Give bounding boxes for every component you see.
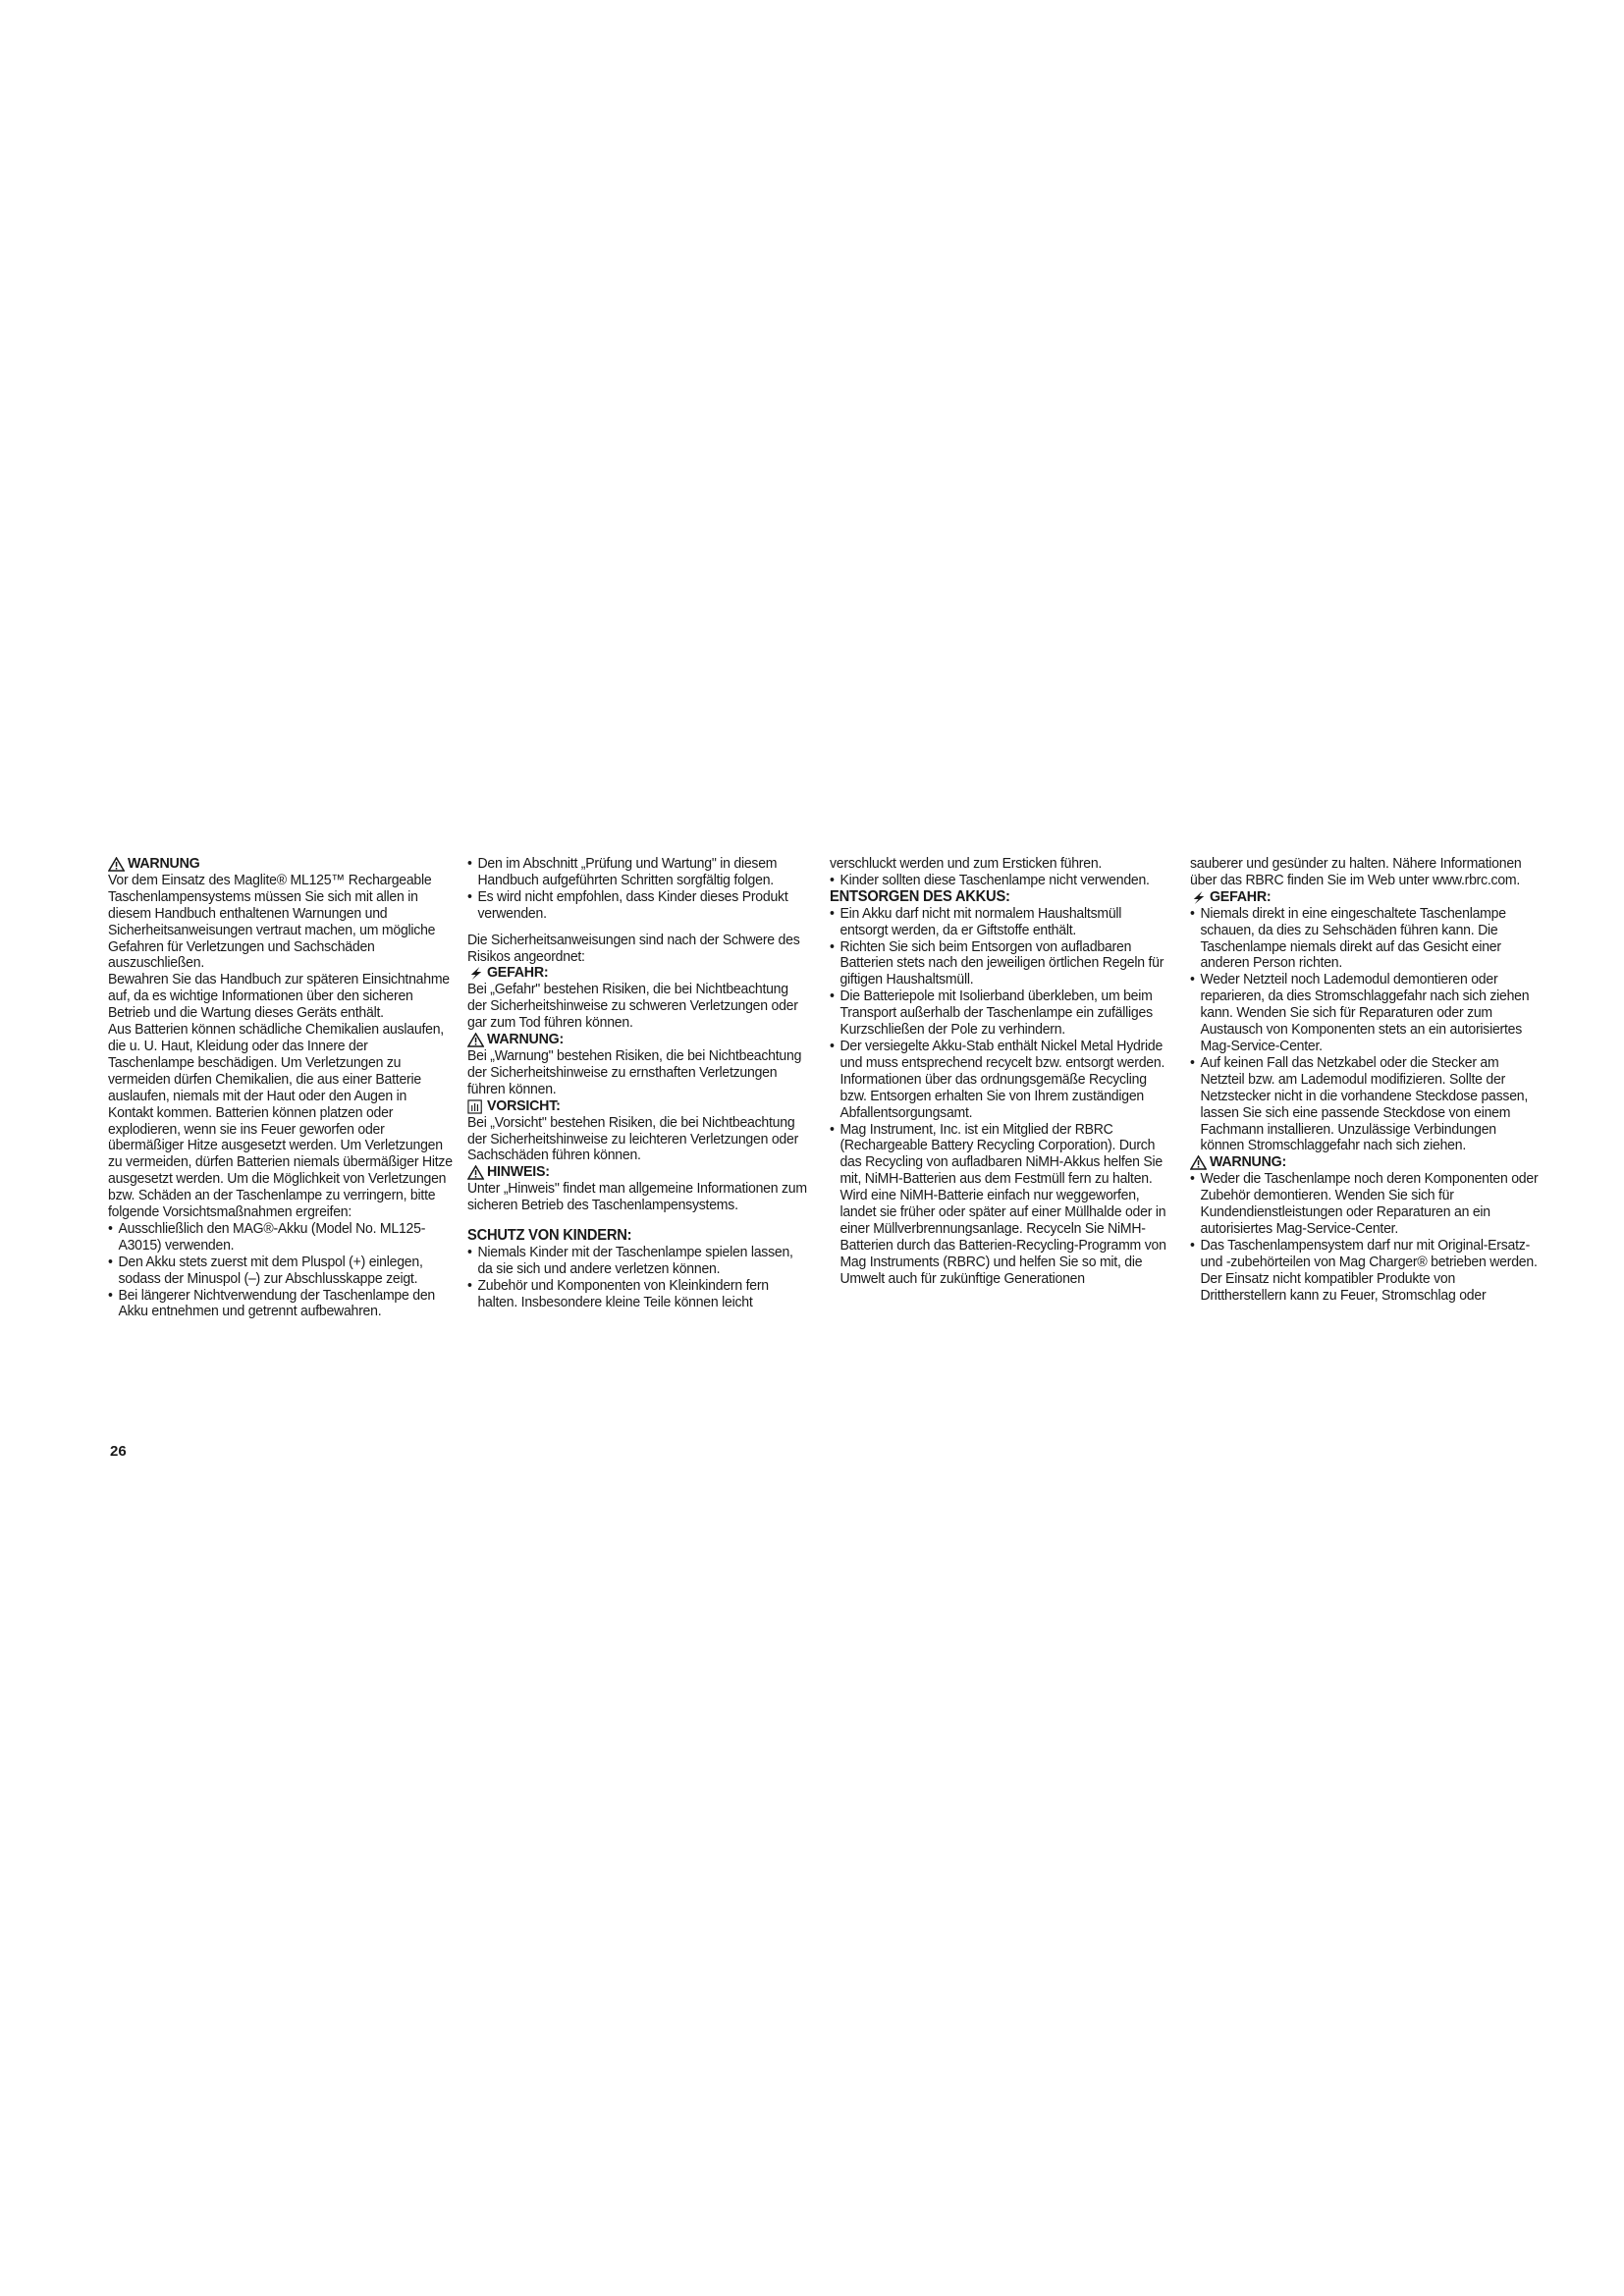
page-number: 26 — [110, 1443, 127, 1460]
schutz-heading: SCHUTZ VON KINDERN: — [467, 1227, 632, 1245]
list-item: • Bei längerer Nichtverwendung der Taschenlampe den Akku entnehmen und getrennt aufbewahren. — [108, 1288, 455, 1321]
child-safety-list — [467, 1245, 809, 1311]
hinweis-text: Unter „Hinweis" findet man allgemeine Informationen zum sicheren Betrieb des Taschenlampensystems. — [467, 1181, 807, 1214]
list-item: • Der versiegelte Akku-Stab enthält Nickel Metal Hydride und muss entsprechend recycelt bzw. entsorgt werden. Informationen über das ordnungsgemäße Recycling bzw. Entsorgen erhalten Sie von Ihrem zuständigen Abfallentsorgungsamt. — [830, 1039, 1173, 1122]
list-item: • Das Taschenlampensystem darf nur mit Original-Ersatz- und -zubehörteilen von Mag Charger® betrieben werden. Der Einsatz nicht kompatibler Produkte von Drittherstellern kann zu Feuer, Stromschlag oder — [1190, 1238, 1541, 1305]
warnung-heading — [1190, 1154, 1541, 1171]
column-3 — [830, 856, 1173, 1288]
continued-text: verschluckt werden und zum Ersticken führen. — [830, 856, 1103, 872]
column-2 — [467, 856, 809, 1311]
list-item: • Die Batteriepole mit Isolierband überkleben, um beim Transport außerhalb der Taschenlampe ein zufälliges Kurzschließen der Pole zu verhindern. — [830, 988, 1173, 1039]
list-item: • Weder Netzteil noch Lademodul demontieren oder reparieren, da dies Stromschlaggefahr nach sich ziehen kann. Wenden Sie sich für Reparaturen oder zum Austausch von Komponenten stets an ein autorisiertes Mag-Service-Center. — [1190, 972, 1541, 1055]
list-item: • Es wird nicht empfohlen, dass Kinder dieses Produkt verwenden. — [467, 889, 809, 923]
keep-manual-paragraph: Bewahren Sie das Handbuch zur späteren Einsichtnahme auf, da es wichtige Informationen über den sicheren Betrieb und die Wartung dieses Geräts enthält. — [108, 972, 450, 1022]
list-item: • Kinder sollten diese Taschenlampe nicht verwenden. — [830, 873, 1173, 889]
list-item: • Weder die Taschenlampe noch deren Komponenten oder Zubehör demontieren. Wenden Sie sich für Kundendienstleistungen oder Reparaturen an ein autorisiertes Mag-Service-Center. — [1190, 1171, 1541, 1238]
warning-list — [1190, 1171, 1541, 1304]
hand-caution-icon — [467, 1099, 484, 1114]
vorsicht-heading-label: VORSICHT: — [486, 1096, 561, 1114]
gefahr-heading — [1190, 889, 1541, 906]
warnung-intro-paragraph: Vor dem Einsatz des Maglite® ML125™ Rechargeable Taschenlampensystems müssen Sie sich mit allen in diesem Handbuch enthaltenen Warnungen und Sicherheitsanweisungen vertraut machen, um mögliche Gefahren für Verletzungen und Sachschäden auszuschließen. — [108, 872, 436, 972]
vorsicht-text: Bei „Vorsicht" bestehen Risiken, die bei Nichtbeachtung der Sicherheitshinweise zu leichteren Verletzungen oder Sachschäden führen können. — [467, 1114, 799, 1164]
warnung-heading-label: WARNUNG: — [1209, 1153, 1286, 1171]
warnung-heading — [467, 1032, 809, 1048]
list-item: • Auf keinen Fall das Netzkabel oder die Stecker am Netzteil bzw. am Lademodul modifizieren. Sollte der Netzstecker nicht in die vorhandene Steckdose passen, lassen Sie sich eine passende Steckdose von einem Fachmann installieren. Unzulässige Verbindungen können Stromschlaggefahr nach sich ziehen. — [1190, 1055, 1541, 1154]
list-item: • Ausschließlich den MAG®-Akku (Model No. ML125-A3015) verwenden. — [108, 1221, 455, 1255]
column-4 — [1190, 856, 1541, 1304]
gefahr-heading — [467, 965, 809, 982]
warning-triangle-icon — [1190, 1155, 1207, 1170]
list-item: • Den Akku stets zuerst mit dem Pluspol (+) einlegen, sodass der Minuspol (–) zur Abschlusskappe zeigt. — [108, 1255, 455, 1288]
warnung-heading-label: WARNUNG: — [486, 1031, 564, 1048]
chemicals-paragraph: Aus Batterien können schädliche Chemikalien auslaufen, die u. U. Haut, Kleidung oder das Innere der Taschenlampe beschädigen. Um Verletzungen zu vermeiden dürfen Chemikalien, die aus einer Batterie auslaufen, niemals mit der Haut oder den Augen in Kontakt kommen. Batterien können platzen oder explodieren, wenn sie ins Feuer geworfen oder übermäßiger Hitze ausgesetzt werden. Um Verletzungen zu vermeiden, dürfen Batterien niemals übermäßiger Hitze ausgesetzt werden. Um die Möglichkeit von Verletzungen bzw. Schäden an der Taschenlampe zu verringern, bitte folgende Vorsichtsmaßnahmen ergreifen: — [108, 1022, 453, 1221]
gefahr-heading-label: GEFAHR: — [486, 964, 549, 982]
disposal-list — [830, 906, 1173, 1288]
entsorgen-heading: ENTSORGEN DES AKKUS: — [830, 887, 1010, 905]
child-safety-list-cont — [830, 873, 1173, 889]
list-item: • Ein Akku darf nicht mit normalem Haushaltsmüll entsorgt werden, da er Giftstoffe enthält. — [830, 906, 1173, 939]
lightning-icon — [467, 966, 484, 981]
gefahr-text: Bei „Gefahr" bestehen Risiken, die bei Nichtbeachtung der Sicherheitshinweise zu schweren Verletzungen oder gar zum Tod führen können. — [467, 982, 798, 1032]
list-item: • Mag Instrument, Inc. ist ein Mitglied der RBRC (Rechargeable Battery Recycling Corporation). Durch das Recycling von aufladbaren NiMH-Akkus helfen Sie mit, NiMH-Batterien aus dem Festmüll fern zu halten. Wird eine NiMH-Batterie einfach nur weggeworfen, landet sie früher oder später auf einer Müllhalde oder in einer Müllverbrennungsanlage. Recyceln Sie NiMH-Batterien durch das Batterien-Recycling-Programm von Mag Instruments (RBRC) und helfen Sie so mit, die Umwelt auch für zukünftige Generationen — [830, 1122, 1173, 1288]
precautions-list-cont — [467, 856, 809, 923]
precautions-list — [108, 1221, 455, 1320]
risk-order-intro: Die Sicherheitsanweisungen sind nach der Schwere des Risikos angeordnet: — [467, 932, 800, 965]
warnung-text: Bei „Warnung" bestehen Risiken, die bei Nichtbeachtung der Sicherheitshinweise zu ernsthaften Verletzungen führen können. — [467, 1047, 802, 1097]
column-1 — [108, 856, 455, 1320]
warning-triangle-icon — [467, 1033, 484, 1047]
warning-triangle-icon — [467, 1165, 484, 1180]
warning-triangle-icon — [108, 857, 125, 872]
hinweis-heading-label: HINWEIS: — [486, 1163, 550, 1181]
lightning-icon — [1190, 890, 1207, 905]
list-item: • Niemals direkt in eine eingeschaltete Taschenlampe schauen, da dies zu Sehschäden führen kann. Die Taschenlampe niemals direkt auf das Gesicht einer anderen Person richten. — [1190, 906, 1541, 973]
list-item: • Zubehör und Komponenten von Kleinkindern fern halten. Insbesondere kleine Teile können leicht — [467, 1278, 809, 1311]
continued-text: sauberer und gesünder zu halten. Nähere Informationen über das RBRC finden Sie im Web unter www.rbrc.com. — [1190, 856, 1522, 888]
danger-list — [1190, 906, 1541, 1155]
hinweis-heading — [467, 1164, 809, 1181]
warnung-heading-label: WARNUNG — [127, 855, 200, 872]
list-item: • Richten Sie sich beim Entsorgen von aufladbaren Batterien stets nach den jeweiligen örtlichen Regeln für giftigen Haushaltsmüll. — [830, 939, 1173, 989]
list-item: • Den im Abschnitt „Prüfung und Wartung" in diesem Handbuch aufgeführten Schritten sorgfältig folgen. — [467, 856, 809, 889]
vorsicht-heading — [467, 1098, 809, 1115]
warnung-heading-col1 — [108, 856, 455, 873]
gefahr-heading-label: GEFAHR: — [1209, 887, 1272, 905]
list-item: • Niemals Kinder mit der Taschenlampe spielen lassen, da sie sich und andere verletzen können. — [467, 1245, 809, 1278]
